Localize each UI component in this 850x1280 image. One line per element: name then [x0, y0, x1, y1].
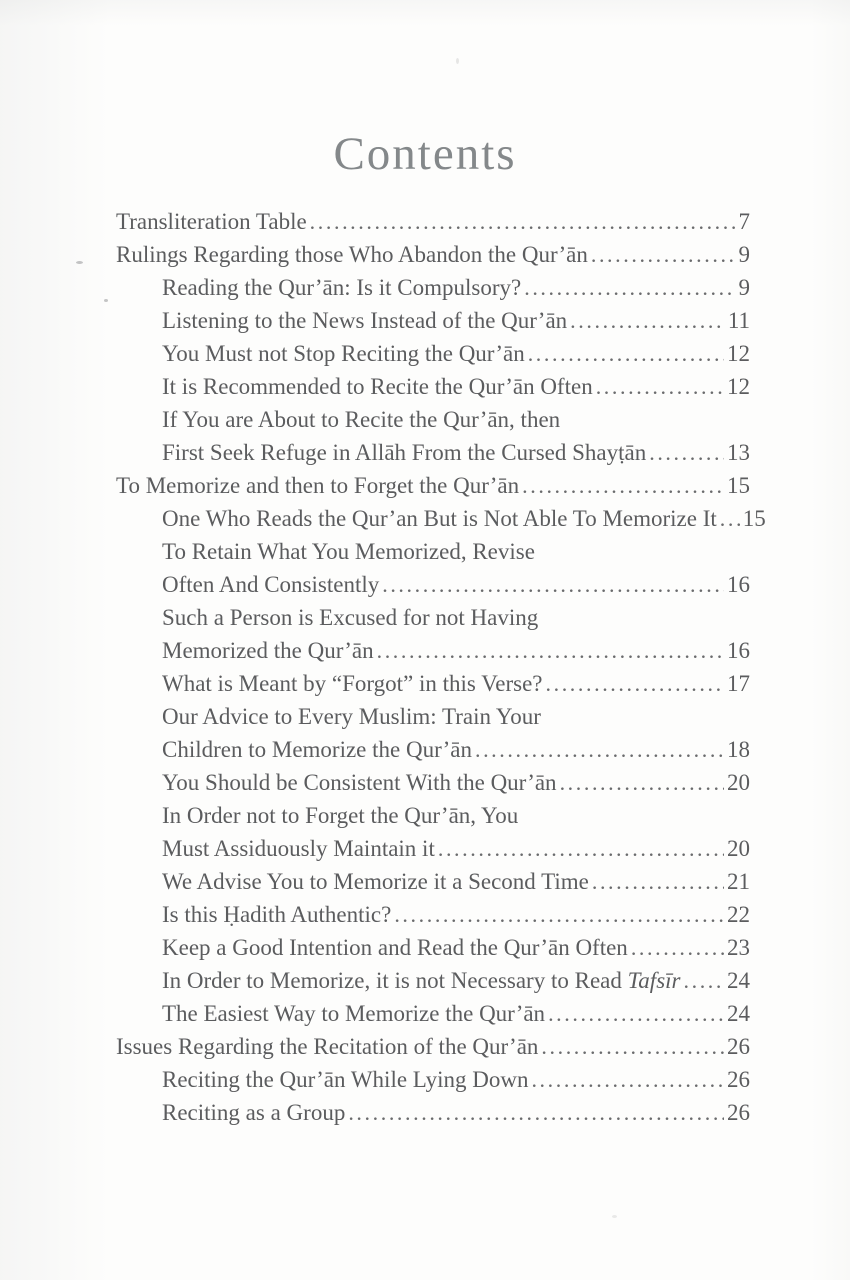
page-number: 11: [727, 308, 750, 333]
toc-entry-text: Rulings Regarding those Who Abandon the Qur’ān: [116, 242, 588, 267]
dot-leader: [684, 964, 725, 997]
toc-entry-text: In Order to Memorize, it is not Necessary to Read Tafsīr: [162, 968, 681, 993]
toc-entry-line: [116, 205, 750, 238]
toc-entry-line: [116, 964, 750, 997]
toc-entry-text: Reading the Qur’ān: Is it Compulsory?: [162, 275, 522, 300]
dot-leader: [720, 502, 740, 535]
toc-entry-text: Such a Person is Excused for not Having: [162, 605, 539, 630]
scan-artifact: [76, 261, 83, 264]
toc-entry-text: First Seek Refuge in Allāh From the Cursed Shayṭān: [162, 440, 647, 465]
toc-entry-text: What is Meant by “Forgot” in this Verse?: [162, 671, 543, 696]
dot-leader: [560, 766, 724, 799]
toc-entry-line: [116, 568, 750, 601]
page-number: 13: [727, 440, 750, 465]
page-number: 24: [727, 1001, 750, 1026]
toc-entry-line: [116, 601, 750, 634]
page-number: 12: [727, 374, 750, 399]
toc-entry-line: [116, 436, 750, 469]
toc-entry-line: [116, 1030, 750, 1063]
toc-entry-text: Often And Consistently: [162, 572, 380, 597]
toc-entry-line: [116, 535, 750, 568]
dot-leader: [570, 304, 725, 337]
page-number: 9: [738, 275, 750, 300]
page-number: 20: [727, 770, 750, 795]
toc-entry-line: [116, 403, 750, 436]
toc-entry-line: [116, 799, 750, 832]
dot-leader: [394, 898, 724, 931]
toc-entry-line: [116, 370, 750, 403]
toc-entry-line: [116, 931, 750, 964]
toc-entry-text: Listening to the News Instead of the Qur’ān: [162, 308, 568, 333]
toc-entry-text: Is this Ḥadith Authentic?: [162, 902, 392, 927]
toc-entry-line: [116, 337, 750, 370]
toc-entry-text: The Easiest Way to Memorize the Qur’ān: [162, 1001, 546, 1026]
dot-leader: [592, 865, 724, 898]
page-number: 22: [727, 902, 750, 927]
page-number: 26: [727, 1067, 750, 1092]
page-number: 12: [727, 341, 750, 366]
toc-entry-text: Children to Memorize the Qur’ān: [162, 737, 472, 762]
toc-entry-line: [116, 304, 750, 337]
dot-leader: [382, 568, 724, 601]
page-number: 16: [727, 638, 750, 663]
page-number: 26: [727, 1100, 750, 1125]
toc-entry-line: [116, 733, 750, 766]
toc-entry-line: [116, 1096, 750, 1129]
toc-entry-line: [116, 634, 750, 667]
page-number: 18: [727, 737, 750, 762]
page-number: 23: [727, 935, 750, 960]
dot-leader: [438, 832, 724, 865]
page-number: 15: [727, 473, 750, 498]
toc-entry-text: Transliteration Table: [116, 209, 307, 234]
page-number: 7: [738, 209, 750, 234]
toc-entry-text: Reciting as a Group: [162, 1100, 346, 1125]
page-number: 16: [727, 572, 750, 597]
toc-entry-text: To Memorize and then to Forget the Qur’ān: [116, 473, 520, 498]
toc-entry-line: [116, 1063, 750, 1096]
toc-entry-text: Keep a Good Intention and Read the Qur’ān Often: [162, 935, 628, 960]
toc-entry-text: Issues Regarding the Recitation of the Qur’ān: [116, 1034, 539, 1059]
toc-entry-line: [116, 832, 750, 865]
dot-leader: [377, 634, 724, 667]
toc-entry-line: [116, 700, 750, 733]
toc-entry-text: Memorized the Qur’ān: [162, 638, 374, 663]
dot-leader: [524, 271, 735, 304]
page-number: 9: [738, 242, 750, 267]
toc-entry-line: [116, 898, 750, 931]
toc-entry-line: [116, 667, 750, 700]
page-number: 21: [727, 869, 750, 894]
toc-entry-line: [116, 997, 750, 1030]
toc-entry-text: You Should be Consistent With the Qur’ān: [162, 770, 557, 795]
dot-leader: [475, 733, 724, 766]
dot-leader: [522, 469, 724, 502]
page-number: 20: [727, 836, 750, 861]
dot-leader: [631, 931, 724, 964]
dot-leader: [348, 1096, 724, 1129]
toc-entry-line: [116, 766, 750, 799]
dot-leader: [596, 370, 724, 403]
dot-leader: [310, 205, 736, 238]
dot-leader: [531, 1063, 724, 1096]
dot-leader: [649, 436, 724, 469]
toc-entry-line: [116, 865, 750, 898]
toc-entry-text: You Must not Stop Reciting the Qur’ān: [162, 341, 525, 366]
toc-entry-text: Our Advice to Every Muslim: Train Your: [162, 704, 541, 729]
toc-entry-text: In Order not to Forget the Qur’ān, You: [162, 803, 519, 828]
page-number: 26: [727, 1034, 750, 1059]
toc-entry-text: Reciting the Qur’ān While Lying Down: [162, 1067, 529, 1092]
toc-entry-line: [116, 238, 750, 271]
scan-artifact: [456, 58, 459, 64]
dot-leader: [591, 238, 736, 271]
scan-artifact: [104, 299, 108, 302]
toc-entry-line: [116, 271, 750, 304]
toc-list: [116, 205, 766, 1129]
toc-entry-text: Must Assiduously Maintain it: [162, 836, 435, 861]
toc-entry-line: [116, 469, 750, 502]
scan-artifact: [612, 1215, 617, 1218]
page-number: 24: [727, 968, 750, 993]
dot-leader: [548, 997, 724, 1030]
page-number: 17: [727, 671, 750, 696]
toc-entry-text: We Advise You to Memorize it a Second Time: [162, 869, 589, 894]
dot-leader: [528, 337, 724, 370]
page-title: Contents: [333, 128, 517, 181]
toc-entry-text: One Who Reads the Qur’an But is Not Able To Memorize It: [162, 506, 717, 531]
toc-entry-text: To Retain What You Memorized, Revise: [162, 539, 535, 564]
dot-leader: [541, 1030, 724, 1063]
toc-entry-line: [116, 502, 766, 535]
dot-leader: [546, 667, 725, 700]
toc-entry-text: It is Recommended to Recite the Qur’ān Often: [162, 374, 593, 399]
toc-entry-text: If You are About to Recite the Qur’ān, then: [162, 407, 561, 432]
page-number: 15: [742, 506, 766, 531]
